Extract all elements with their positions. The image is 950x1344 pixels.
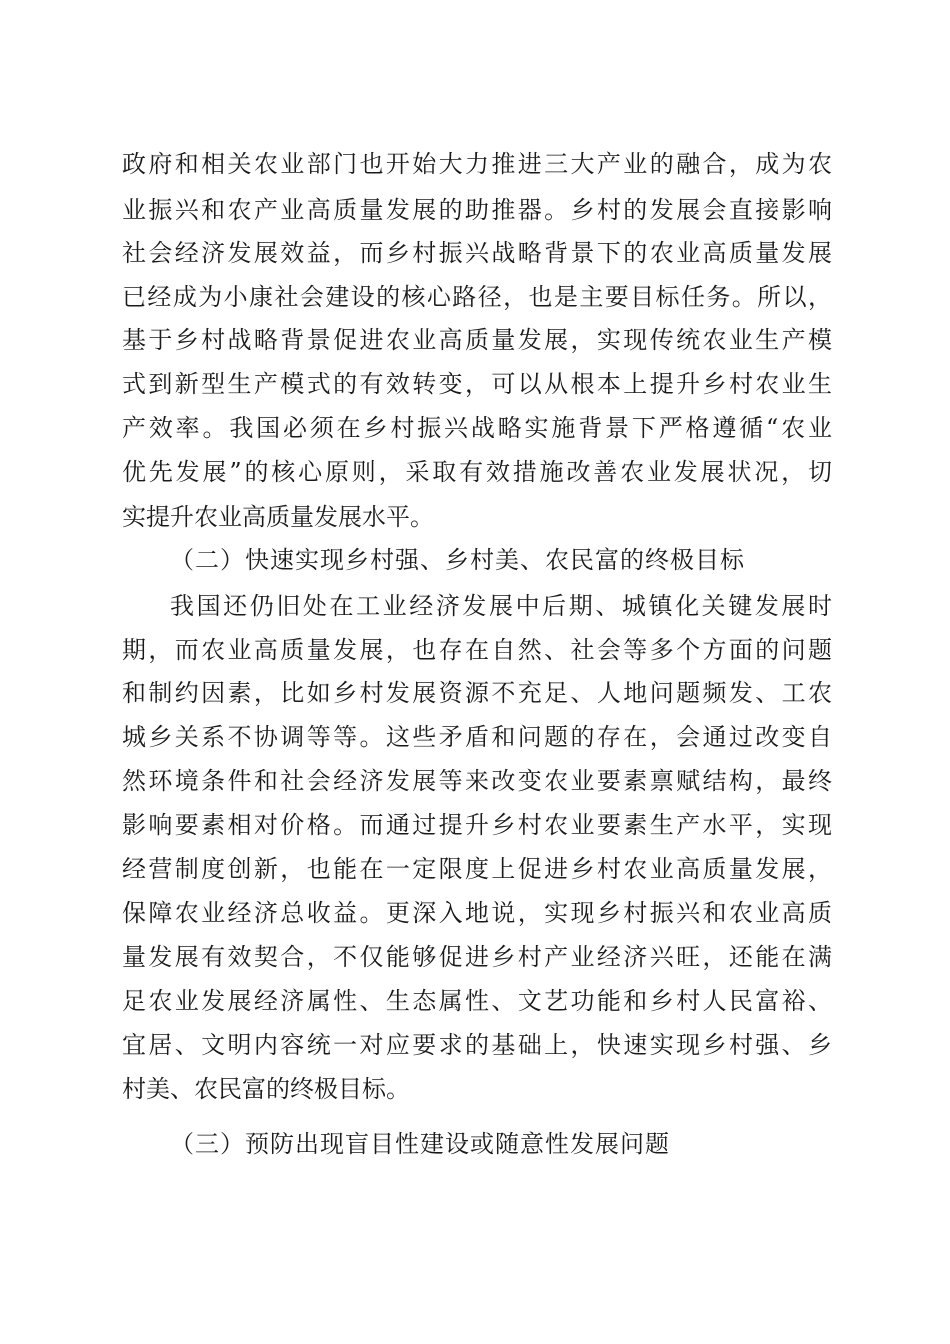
paragraph-line: 已经成为小康社会建设的核心路径，也是主要目标任务。所以， [122,283,832,311]
paragraph-line: 影响要素相对价格。而通过提升乡村农业要素生产水平，实现 [122,811,832,839]
paragraph-line: 村美、农民富的终极目标。 [122,1075,410,1103]
paragraph-line: 期，而农业高质量发展，也存在自然、社会等多个方面的问题 [122,636,832,664]
paragraph-line: 式到新型生产模式的有效转变，可以从根本上提升乡村农业生 [122,370,832,398]
paragraph-line: 优先发展”的核心原则，采取有效措施改善农业发展状况，切 [122,458,832,486]
paragraph-line: 政府和相关农业部门也开始大力推进三大产业的融合，成为农 [122,150,832,178]
section-heading-2: （二）快速实现乡村强、乡村美、农民富的终极目标 [170,546,745,574]
section-heading-3: （三）预防出现盲目性建设或随意性发展问题 [170,1130,670,1158]
paragraph-line: 量发展有效契合，不仅能够促进乡村产业经济兴旺，还能在满 [122,943,832,971]
paragraph-line: 城乡关系不协调等等。这些矛盾和问题的存在，会通过改变自 [122,723,832,751]
paragraph-line: 社会经济发展效益，而乡村振兴战略背景下的农业高质量发展 [122,239,832,267]
paragraph-line: 业振兴和农产业高质量发展的助推器。乡村的发展会直接影响 [122,196,832,224]
paragraph-line: 和制约因素，比如乡村发展资源不充足、人地问题频发、工农 [122,679,832,707]
paragraph-line: 足农业发展经济属性、生态属性、文艺功能和乡村人民富裕、 [122,987,832,1015]
paragraph-line: 然环境条件和社会经济发展等来改变农业要素禀赋结构，最终 [122,767,832,795]
paragraph-line: 保障农业经济总收益。更深入地说，实现乡村振兴和农业高质 [122,899,832,927]
paragraph-line: 我国还仍旧处在工业经济发展中后期、城镇化关键发展时 [170,592,832,620]
paragraph-line: 基于乡村战略背景促进农业高质量发展，实现传统农业生产模 [122,326,832,354]
paragraph-line: 实提升农业高质量发展水平。 [122,503,434,531]
paragraph-line: 产效率。我国必须在乡村振兴战略实施背景下严格遵循“农业 [122,414,832,442]
paragraph-line: 经营制度创新，也能在一定限度上促进乡村农业高质量发展， [122,855,832,883]
paragraph-line: 宜居、文明内容统一对应要求的基础上，快速实现乡村强、乡 [122,1031,832,1059]
